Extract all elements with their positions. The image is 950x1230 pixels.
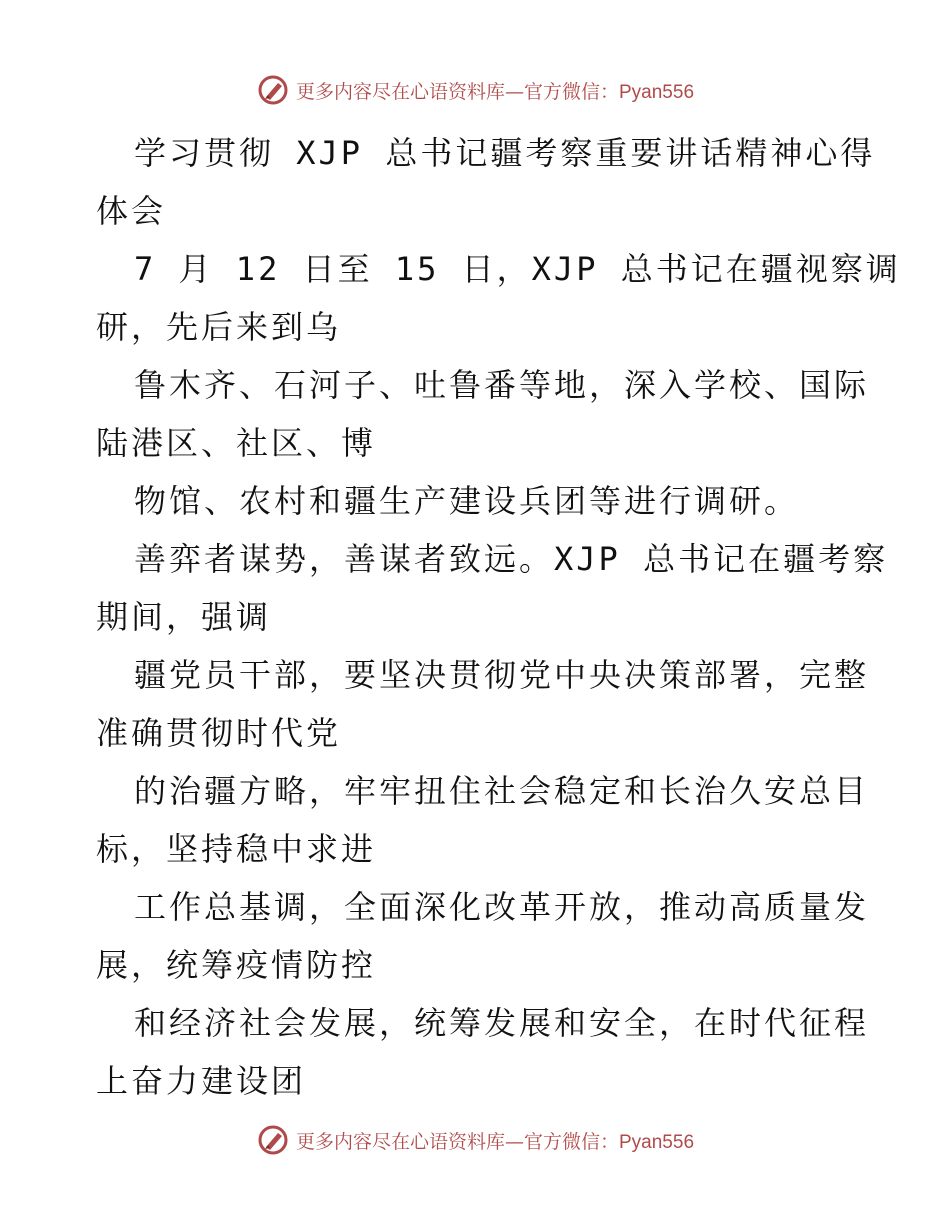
pen-logo-icon: [256, 1123, 290, 1157]
text-line: 物馆、农村和疆生产建设兵团等进行调研。: [134, 482, 800, 520]
watermark-text: 更多内容尽在心语资料库—官方微信：Pyan556: [295, 1130, 695, 1153]
text-line: 体会: [96, 192, 167, 230]
text-line: 7 月 12 日至 15 日，XJP 总书记在疆视察调: [134, 250, 901, 288]
watermark-text: 更多内容尽在心语资料库—官方微信：Pyan556: [295, 80, 695, 103]
text-line: 鲁木齐、石河子、吐鲁番等地，深入学校、国际: [134, 366, 870, 404]
watermark-header: [0, 70, 950, 110]
text-line: 的治疆方略，牢牢扭住社会稳定和长治久安总目: [134, 772, 870, 810]
text-line: 上奋力建设团: [96, 1062, 307, 1100]
text-line: 工作总基调，全面深化改革开放，推动高质量发: [134, 888, 870, 926]
watermark-footer: [0, 1120, 950, 1160]
pen-logo-icon: [256, 73, 290, 107]
text-line: 准确贯彻时代党: [96, 714, 342, 752]
text-line: 展，统筹疫情防控: [96, 946, 377, 984]
text-line: 标，坚持稳中求进: [96, 830, 377, 868]
document-body: [96, 124, 901, 1110]
text-line: 和经济社会发展，统筹发展和安全，在时代征程: [134, 1004, 870, 1042]
text-line: 研，先后来到乌: [96, 308, 342, 346]
text-line: 期间，强调: [96, 598, 272, 636]
text-line: 疆党员干部，要坚决贯彻党中央决策部署，完整: [134, 656, 870, 694]
text-line: 学习贯彻 XJP 总书记疆考察重要讲话精神心得: [134, 134, 876, 172]
text-line: 善弈者谋势，善谋者致远。XJP 总书记在疆考察: [134, 540, 889, 578]
text-line: 陆港区、社区、博: [96, 424, 377, 462]
